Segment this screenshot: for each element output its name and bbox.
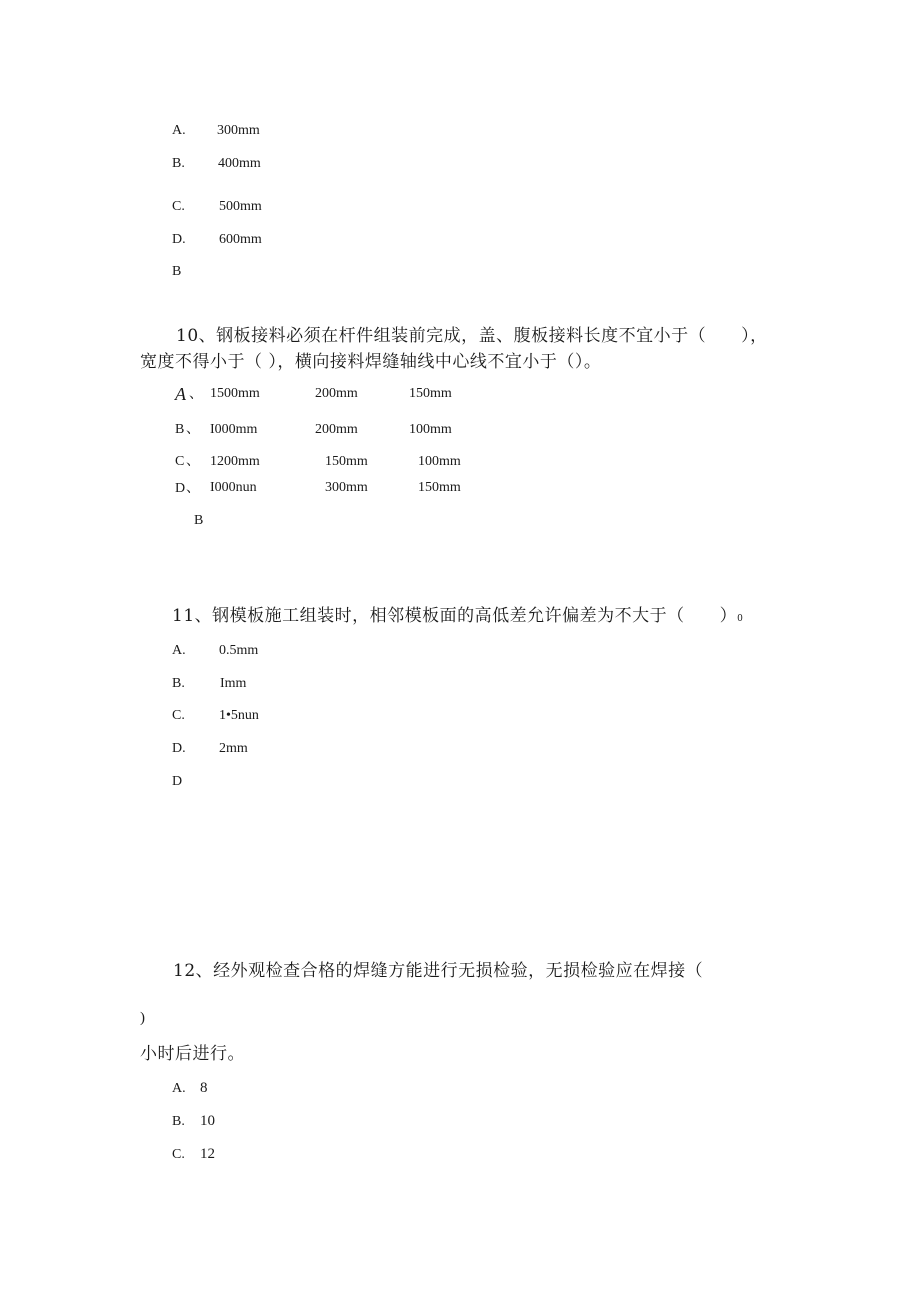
option-letter: A. [172, 643, 186, 658]
q11-stem [172, 608, 743, 625]
option-letter: B. [172, 676, 185, 691]
option-value-3: 100mm [409, 422, 452, 437]
option-value-2: 200mm [315, 386, 358, 401]
option-value-1: 1500mm [210, 386, 260, 401]
q10-answer: B [194, 513, 204, 528]
option-letter: C. [172, 199, 185, 214]
option-value: 2mm [219, 741, 248, 756]
option-value: 400mm [218, 156, 261, 171]
q9-answer: B [172, 264, 182, 279]
q10-stem-line2: 宽度不得小于（ ），横向接料焊缝轴线中心线不宜小于（）。 [140, 352, 602, 372]
q11-stem-tail: 0 [737, 614, 744, 624]
option-value-1: I000mm [210, 422, 258, 437]
option-value-3: 150mm [409, 386, 452, 401]
q12-stem: 12、经外观检查合格的焊缝方能进行无损检验，无损检验应在焊接（ [173, 961, 704, 981]
option-value: Imm [220, 676, 247, 691]
option-value-2: 300mm [325, 480, 368, 495]
option-value: 12 [200, 1146, 215, 1162]
option-letter: D. [172, 232, 186, 247]
q11-stem-text: 11、钢模板施工组装时，相邻模板面的高低差允许偏差为不大于（ ） [172, 606, 738, 626]
option-letter: C. [172, 1147, 185, 1162]
option-letter: B [175, 422, 185, 437]
option-value: 0.5mm [219, 643, 259, 658]
option-sep: 、 [186, 454, 200, 469]
option-letter: B. [172, 156, 185, 171]
option-letter: C. [172, 708, 185, 723]
option-value-3: 150mm [418, 480, 461, 495]
option-sep: 、 [186, 422, 200, 437]
option-value: 8 [200, 1080, 208, 1096]
option-letter: C [175, 454, 185, 469]
option-sep: 、 [186, 481, 200, 496]
q12-paren-close: ) [140, 1010, 145, 1026]
option-value: 1•5nun [219, 708, 259, 723]
option-letter: A. [172, 123, 186, 138]
option-letter: D. [172, 741, 186, 756]
option-value-1: I000nun [210, 480, 257, 495]
option-letter: A [175, 384, 186, 404]
q12-stem-end: 小时后进行。 [140, 1044, 245, 1064]
q10-stem-line1: 10、钢板接料必须在杆件组装前完成，盖、腹板接料长度不宜小于（ ）， [176, 326, 768, 346]
option-value-2: 150mm [325, 454, 368, 469]
q11-answer: D [172, 774, 183, 789]
option-value: 10 [200, 1113, 215, 1129]
option-value: 600mm [219, 232, 262, 247]
option-letter: A. [172, 1081, 186, 1096]
option-letter: B. [172, 1114, 185, 1129]
option-value: 500mm [219, 199, 262, 214]
option-value-3: 100mm [418, 454, 461, 469]
option-value: 300mm [217, 123, 260, 138]
option-value-1: 1200mm [210, 454, 260, 469]
option-sep: 、 [189, 387, 203, 402]
option-letter: D [175, 481, 186, 496]
option-value-2: 200mm [315, 422, 358, 437]
